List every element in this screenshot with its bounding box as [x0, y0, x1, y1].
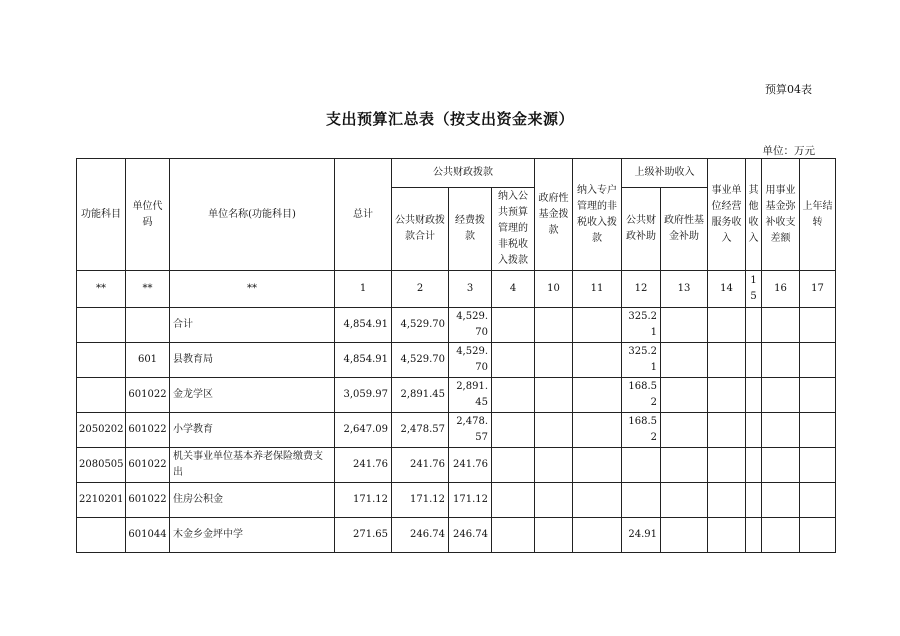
header-sub-public: 公共财政补助 [622, 188, 661, 271]
unit-name-cell: 机关事业单位基本养老保险缴费支出 [170, 448, 335, 483]
index-cell: 4 [492, 271, 535, 308]
funding-cell: 2,891.45 [449, 378, 492, 413]
index-cell: 15 [746, 271, 762, 308]
special-nontax-cell [573, 378, 622, 413]
header-business: 事业单位经营服务收入 [708, 159, 746, 271]
gov-fund-cell [535, 413, 573, 448]
unit-code-cell: 601022 [126, 413, 170, 448]
index-cell: 13 [661, 271, 708, 308]
header-other: 其他收入 [746, 159, 762, 271]
pf-total-cell: 241.76 [392, 448, 449, 483]
header-gov-fund: 政府性基金拨款 [535, 159, 573, 271]
sub-gov-fund-cell [661, 483, 708, 518]
header-unit-name: 单位名称(功能科目) [170, 159, 335, 271]
sub-public-cell: 168.52 [622, 413, 661, 448]
unit-name-cell: 县教育局 [170, 343, 335, 378]
business-cell [708, 483, 746, 518]
sub-public-cell: 325.21 [622, 308, 661, 343]
other-cell [746, 378, 762, 413]
business-cell [708, 413, 746, 448]
sub-public-cell: 168.52 [622, 378, 661, 413]
index-cell: 10 [535, 271, 573, 308]
total-cell: 3,059.97 [335, 378, 392, 413]
func-code-cell: 2050202 [77, 413, 126, 448]
func-code-cell: 2080505 [77, 448, 126, 483]
func-code-cell: 2210201 [77, 483, 126, 518]
special-nontax-cell [573, 343, 622, 378]
index-cell: ** [126, 271, 170, 308]
pf-total-cell: 246.74 [392, 518, 449, 553]
unit-code-cell: 601022 [126, 378, 170, 413]
unit-code-cell [126, 308, 170, 343]
balance-cell [762, 448, 800, 483]
header-special-nontax: 纳入专户管理的非税收入拨款 [573, 159, 622, 271]
other-cell [746, 308, 762, 343]
func-code-cell [77, 378, 126, 413]
index-cell: 16 [762, 271, 800, 308]
page-title: 支出预算汇总表（按支出资金来源） [325, 110, 574, 128]
gov-fund-cell [535, 378, 573, 413]
special-nontax-cell [573, 413, 622, 448]
func-code-cell [77, 343, 126, 378]
header-carryover: 上年结转 [800, 159, 836, 271]
table-row [77, 483, 836, 518]
index-cell: 11 [573, 271, 622, 308]
business-cell [708, 448, 746, 483]
other-cell [746, 518, 762, 553]
other-cell [746, 343, 762, 378]
carryover-cell [800, 518, 836, 553]
header-row-1 [77, 159, 836, 188]
form-number: 预算04表 [765, 83, 812, 96]
total-cell: 171.12 [335, 483, 392, 518]
gov-fund-cell [535, 308, 573, 343]
unit-name-cell: 小学教育 [170, 413, 335, 448]
budget-nontax-cell [492, 518, 535, 553]
pf-total-cell: 171.12 [392, 483, 449, 518]
other-cell [746, 413, 762, 448]
balance-cell [762, 483, 800, 518]
budget-nontax-cell [492, 308, 535, 343]
unit-name-cell: 木金乡金坪中学 [170, 518, 335, 553]
unit-name-cell: 合计 [170, 308, 335, 343]
balance-cell [762, 308, 800, 343]
total-cell: 4,854.91 [335, 343, 392, 378]
table-row [77, 378, 836, 413]
special-nontax-cell [573, 518, 622, 553]
budget-nontax-cell [492, 343, 535, 378]
special-nontax-cell [573, 308, 622, 343]
unit-code-cell: 601022 [126, 483, 170, 518]
carryover-cell [800, 308, 836, 343]
gov-fund-cell [535, 518, 573, 553]
sub-public-cell [622, 448, 661, 483]
table-row [77, 343, 836, 378]
header-funding: 经费拨款 [449, 188, 492, 271]
balance-cell [762, 343, 800, 378]
unit-code-cell: 601022 [126, 448, 170, 483]
func-code-cell [77, 518, 126, 553]
pf-total-cell: 4,529.70 [392, 343, 449, 378]
budget-nontax-cell [492, 448, 535, 483]
header-balance: 用事业基金弥补收支差额 [762, 159, 800, 271]
header-func-code: 功能科目 [77, 159, 126, 271]
budget-table [76, 158, 836, 553]
sub-public-cell: 24.91 [622, 518, 661, 553]
gov-fund-cell [535, 343, 573, 378]
index-row [77, 271, 836, 308]
header-budget-nontax: 纳入公共预算管理的非税收入拨款 [492, 188, 535, 271]
funding-cell: 4,529.70 [449, 308, 492, 343]
index-cell: ** [170, 271, 335, 308]
funding-cell: 171.12 [449, 483, 492, 518]
sub-gov-fund-cell [661, 343, 708, 378]
total-cell: 2,647.09 [335, 413, 392, 448]
carryover-cell [800, 483, 836, 518]
table-row [77, 448, 836, 483]
pf-total-cell: 2,891.45 [392, 378, 449, 413]
carryover-cell [800, 448, 836, 483]
table-row [77, 518, 836, 553]
unit-label: 单位：万元 [762, 145, 815, 157]
carryover-cell [800, 343, 836, 378]
funding-cell: 246.74 [449, 518, 492, 553]
budget-nontax-cell [492, 413, 535, 448]
header-pf-total: 公共财政拨款合计 [392, 188, 449, 271]
special-nontax-cell [573, 483, 622, 518]
other-cell [746, 483, 762, 518]
funding-cell: 4,529.70 [449, 343, 492, 378]
unit-name-cell: 金龙学区 [170, 378, 335, 413]
sub-gov-fund-cell [661, 518, 708, 553]
pf-total-cell: 2,478.57 [392, 413, 449, 448]
sub-gov-fund-cell [661, 448, 708, 483]
header-total: 总计 [335, 159, 392, 271]
index-cell: 14 [708, 271, 746, 308]
index-cell: 2 [392, 271, 449, 308]
budget-nontax-cell [492, 378, 535, 413]
carryover-cell [800, 378, 836, 413]
business-cell [708, 308, 746, 343]
gov-fund-cell [535, 483, 573, 518]
funding-cell: 241.76 [449, 448, 492, 483]
header-superior-subsidy: 上级补助收入 [622, 159, 708, 188]
business-cell [708, 343, 746, 378]
business-cell [708, 378, 746, 413]
unit-name-cell: 住房公积金 [170, 483, 335, 518]
balance-cell [762, 413, 800, 448]
sub-public-cell [622, 483, 661, 518]
index-cell: ** [77, 271, 126, 308]
index-cell: 12 [622, 271, 661, 308]
header-sub-gov-fund: 政府性基金补助 [661, 188, 708, 271]
special-nontax-cell [573, 448, 622, 483]
sub-gov-fund-cell [661, 308, 708, 343]
table-row [77, 413, 836, 448]
sub-gov-fund-cell [661, 378, 708, 413]
unit-code-cell: 601 [126, 343, 170, 378]
sub-public-cell: 325.21 [622, 343, 661, 378]
index-cell: 3 [449, 271, 492, 308]
index-cell: 1 [335, 271, 392, 308]
total-cell: 4,854.91 [335, 308, 392, 343]
carryover-cell [800, 413, 836, 448]
business-cell [708, 518, 746, 553]
funding-cell: 2,478.57 [449, 413, 492, 448]
index-cell: 17 [800, 271, 836, 308]
gov-fund-cell [535, 448, 573, 483]
total-cell: 241.76 [335, 448, 392, 483]
table-row [77, 308, 836, 343]
header-unit-code: 单位代码 [126, 159, 170, 271]
sub-gov-fund-cell [661, 413, 708, 448]
header-public-finance: 公共财政拨款 [392, 159, 535, 188]
balance-cell [762, 518, 800, 553]
total-cell: 271.65 [335, 518, 392, 553]
budget-nontax-cell [492, 483, 535, 518]
func-code-cell [77, 308, 126, 343]
other-cell [746, 448, 762, 483]
unit-code-cell: 601044 [126, 518, 170, 553]
balance-cell [762, 378, 800, 413]
pf-total-cell: 4,529.70 [392, 308, 449, 343]
